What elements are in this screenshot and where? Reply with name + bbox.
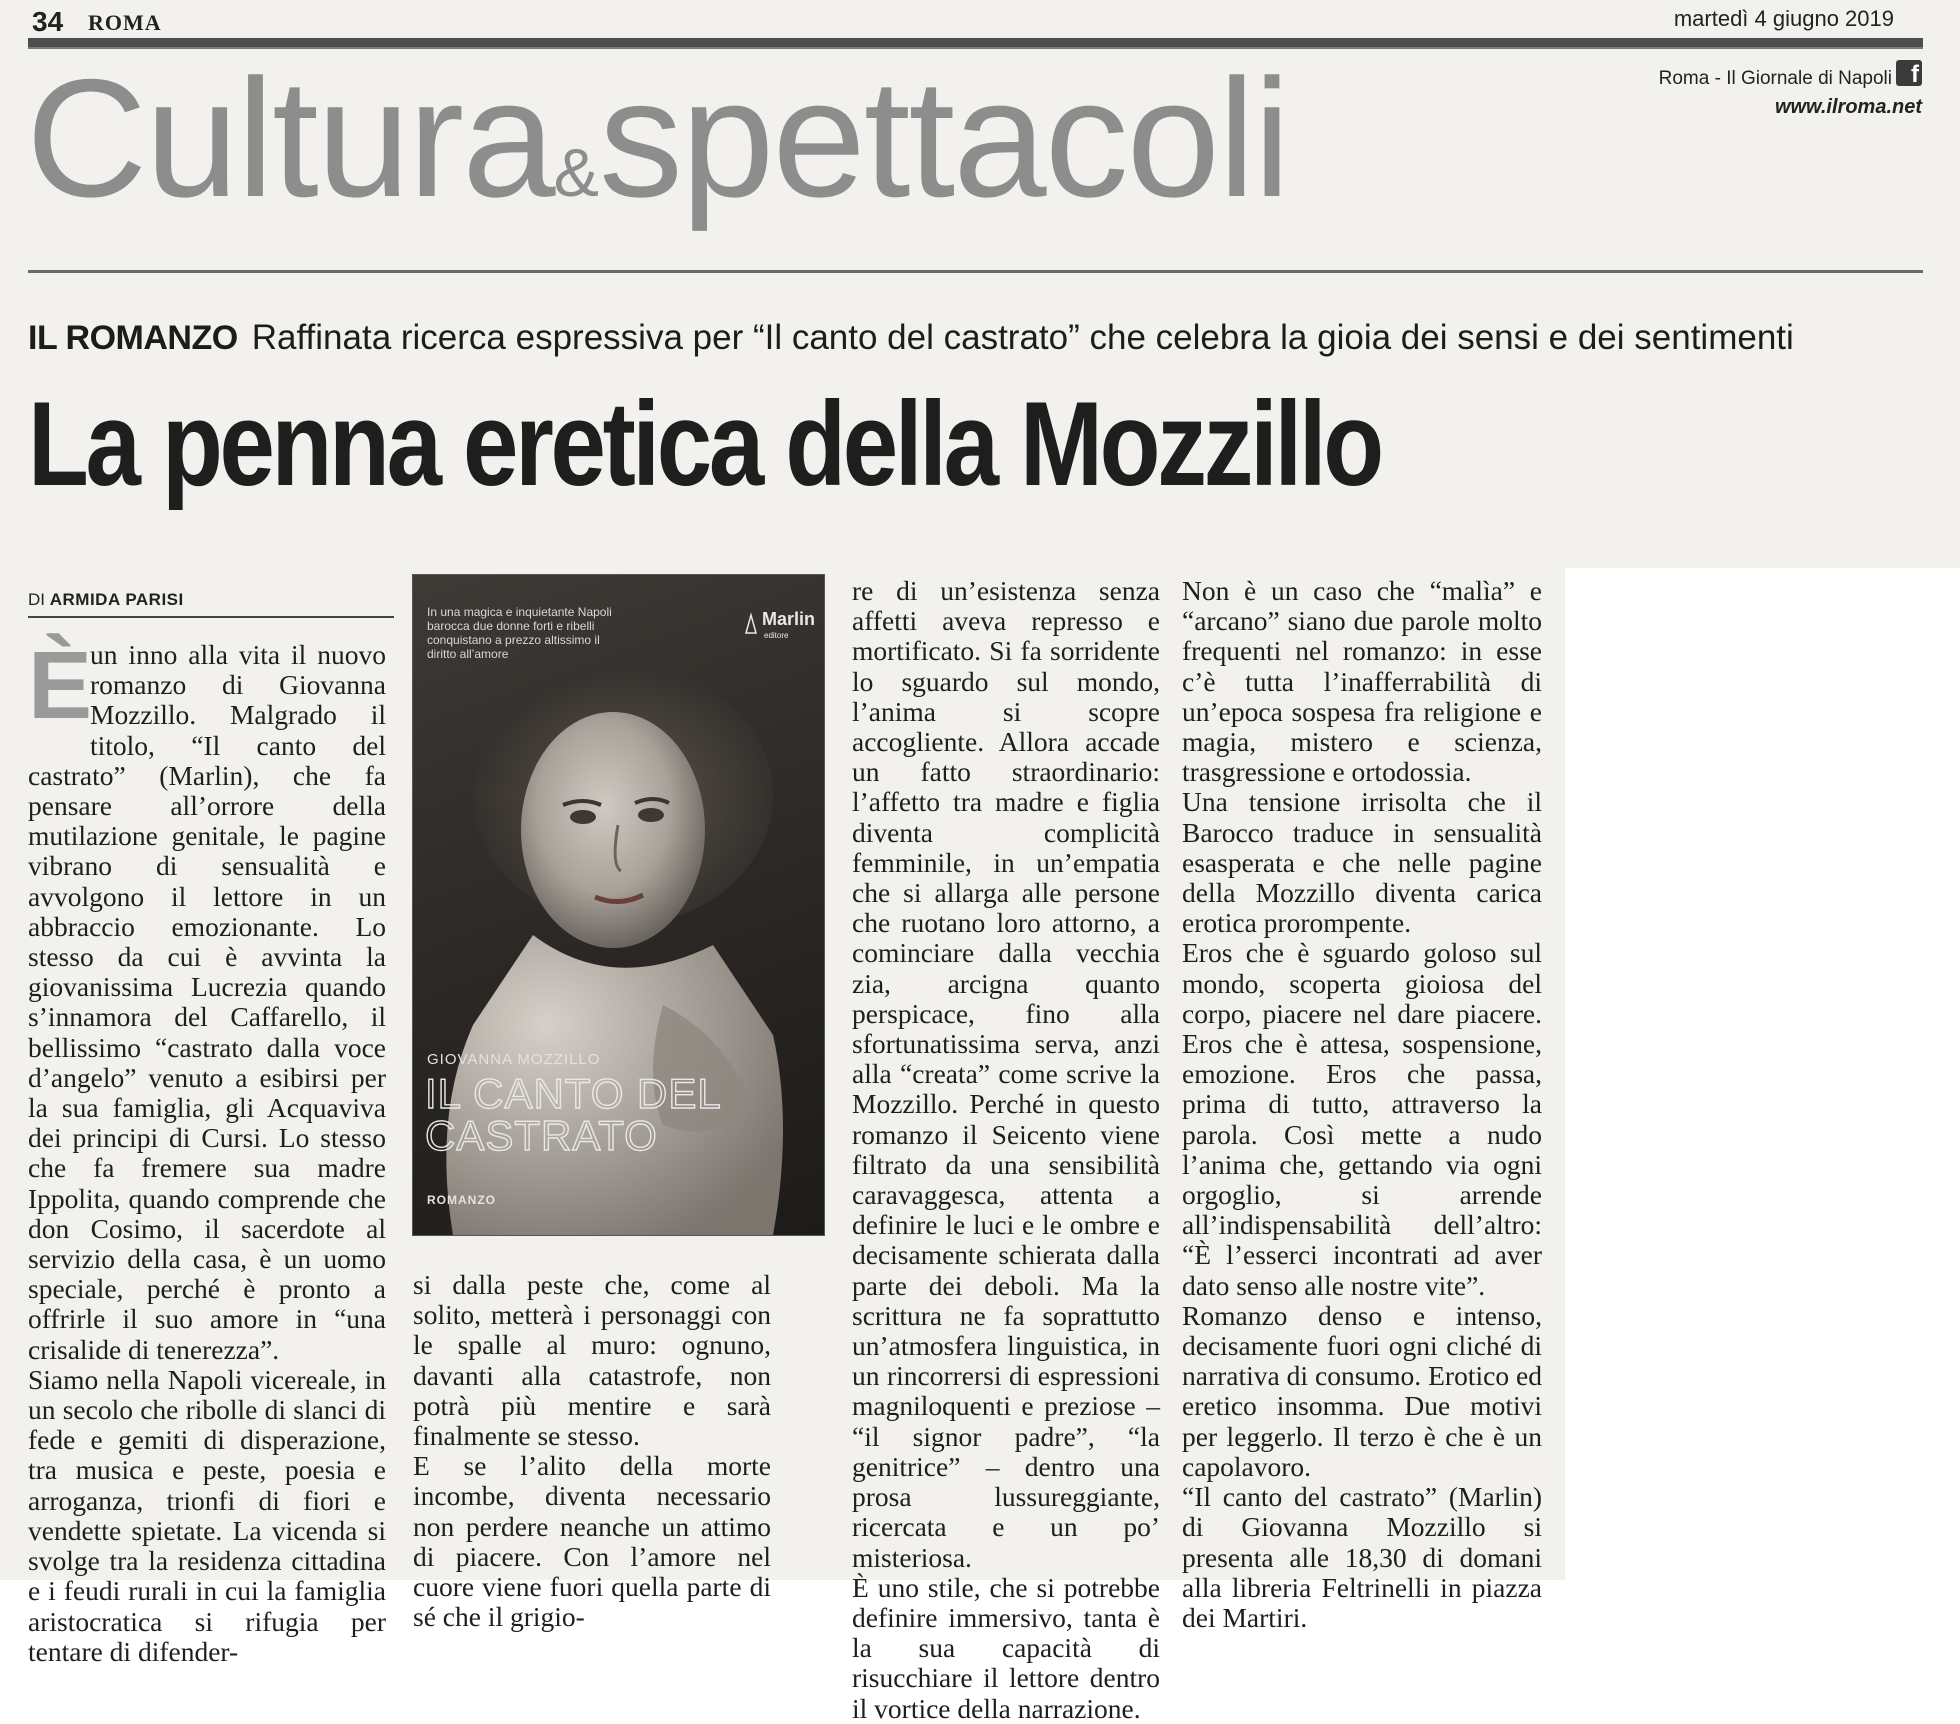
publisher-subtitle: editore: [764, 631, 789, 640]
paragraph: Non è un caso che “malìa” e “arcano” siano due parole molto frequenti nel romanzo: in esse c’è tutta l’inafferrabilità di un’epoca sospesa fra religione e magia, mistero e scienza, trasgressione e ortodossia.: [1182, 575, 1542, 788]
facebook-icon[interactable]: f: [1896, 60, 1922, 86]
byline-rule: [28, 616, 394, 618]
issue-date: martedì 4 giugno 2019: [1673, 6, 1894, 31]
byline-author: ARMIDA PARISI: [49, 590, 184, 609]
cover-genre: ROMANZO: [427, 1193, 496, 1207]
cover-author: GIOVANNA MOZZILLO: [427, 1051, 601, 1068]
drop-cap: È: [28, 632, 93, 739]
byline-prefix: DI: [28, 590, 45, 609]
publisher-logo: [742, 607, 816, 647]
paragraph: Eros che è sguardo goloso sul mondo, scoperta gioiosa del corpo, piacere nel dare piacere. Eros che è attesa, sospensione, emozione. Eros che passa, prima di tutto, attraverso la parola. Così mette a nudo l’anima che, gettando via ogni orgoglio, si arrende all’indispensabilità dell’altro: “È l’esserci incontrati ad aver dato senso alle nostre vite”.: [1182, 937, 1542, 1301]
paragraph: Romanzo denso e intenso, decisamente fuori ogni cliché di narrativa di consumo. Erotico ed eretico insomma. Due motivi per leggerlo. Il terzo è che è un capolavoro.: [1182, 1299, 1542, 1482]
section-rule: [28, 270, 1923, 273]
paragraph: re di un’esistenza senza affetti aveva represso e mortificato. Si fa sorridente lo sguardo sul mondo, l’anima si scopre accogliente. Allora accade un fatto straordinario: l’affetto tra madre e figlia diventa complicità femminile, in un’empatia che si allarga alle persone che ruotano loro attorno, a cominciare dalla vecchia zia, arcigna quanto perspicace, fino alla sfortunatissima serva, anzi alla “creata” come scrive la Mozzillo. Perché in questo romanzo il Seicento viene filtrato da una sensibilità caravaggesca, attenta a definire le luci e le ombre e decisamente schierata dalla parte dei deboli. Ma la scrittura ne fa soprattutto un’atmosfera linguistica, in un rincorrersi di espressioni magniloquenti e preziose – “il signor padre”, “la genitrice” – dentro una prosa lussureggiante, ricercata e un po’ misteriosa.: [852, 575, 1160, 1573]
section-title-ampersand: &: [553, 135, 599, 211]
paragraph: Siamo nella Napoli vicereale, in un secolo che ribolle di slanci di fede e gemiti di disperazione, tra musica e peste, poesia e arroganza, trionfi di fiori e vendette spietate. La vicenda si svolge tra la residenza cittadina e i feudi rurali in cui la famiglia aristocratica si rifugia per tentare di difender-: [28, 1363, 386, 1667]
article-kicker: [28, 318, 1794, 358]
publisher-name: Marlin: [762, 609, 816, 629]
paragraph: “Il canto del castrato” (Marlin) di Giovanna Mozzillo si presenta alle 18,30 di domani alla libreria Feltrinelli in piazza dei Martiri.: [1182, 1481, 1542, 1633]
kicker-text: Raffinata ricerca espressiva per “Il canto del castrato” che celebra la gioia dei sensi e dei sentimenti: [251, 318, 1794, 357]
article-headline: La penna eretica della Mozzillo: [28, 377, 1381, 511]
article-column-4: [1182, 576, 1542, 1633]
article-column-3: [852, 576, 1160, 1724]
section-title-part2: spettacoli: [598, 44, 1289, 232]
paragraph: si dalla peste che, come al solito, metterà i personaggi con le spalle al muro: ognuno, davanti alla catastrofe, non potrà più mentire e sarà finalmente se stesso.: [413, 1269, 771, 1452]
paragraph: un inno alla vita il nuovo romanzo di Giovanna Mozzillo. Malgrado il titolo, “Il canto del castrato” (Marlin), che fa pensare all’orrore della mutilazione genitale, le pagine vibrano di sensualità e avvolgono il lettore in un abbraccio emozionante. Lo stesso da cui è avvinta la giovanissima Lucrezia quando s’innamora del Caffarello, il bellissimo “castrato dalla voce d’angelo” venuto a esibirsi per la sua famiglia, gli Acquaviva dei principi di Cursi. Lo stesso che fa fremere sua madre Ippolita, quando comprende che don Cosimo, il sacerdote al servizio della casa, è un uomo speciale, perché è pronto a offrirle il suo amore in “una crisalide di tenerezza”.: [28, 639, 386, 1365]
article-column-2: [413, 1270, 771, 1632]
paragraph: Una tensione irrisolta che il Barocco traduce in sensualità esasperata e che nelle pagine della Mozzillo diventa carica erotica prorompente.: [1182, 786, 1542, 939]
cover-title: IL CANTO DEL CASTRATO: [425, 1070, 721, 1159]
byline: [28, 590, 184, 610]
newspaper-name: ROMA: [88, 10, 162, 35]
section-title-part1: Cultura: [26, 44, 554, 232]
article-column-1: [28, 632, 386, 1667]
section-title: [26, 44, 1289, 232]
paragraph: E se l’alito della morte incombe, diventa necessario non perdere neanche un attimo di piacere. Con l’amore nel cuore viene fuori quella parte di sé che il grigio-: [413, 1450, 771, 1633]
page-number: 34: [32, 6, 64, 37]
scan-blank-area: [1565, 568, 1960, 1580]
kicker-label: IL ROMANZO: [28, 319, 238, 357]
paragraph: È uno stile, che si potrebbe definire immersivo, tanta è la sua capacità di risucchiare il lettore dentro il vortice della narrazione.: [852, 1571, 1160, 1724]
cover-blurb: In una magica e inquietante Napoli barocca due donne forti e ribelli conquistano a prezzo altissimo il diritto all’amore: [427, 605, 612, 661]
book-cover-image: [413, 575, 824, 1235]
website-link[interactable]: www.ilroma.net: [1774, 96, 1922, 118]
brand-line: Roma - Il Giornale di Napoli: [1658, 68, 1892, 89]
marlin-fish-icon: [744, 613, 758, 635]
